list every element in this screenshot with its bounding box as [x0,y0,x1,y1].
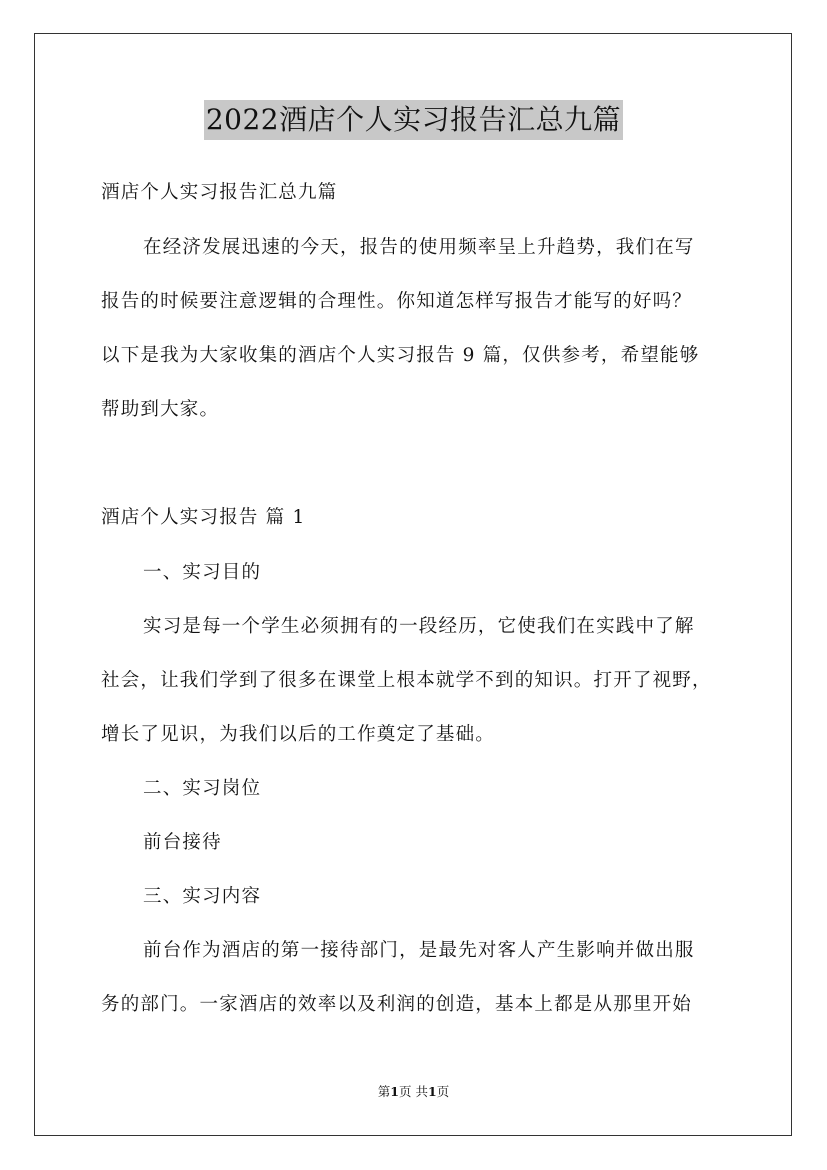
intro-line: 帮助到大家。 [101,399,220,420]
paragraph-line: 实习是每一个学生必须拥有的一段经历，它使我们在实践中了解 [143,616,695,637]
footer-suffix: 页 [436,1084,450,1099]
footer-mid: 页 共 [399,1084,428,1099]
subtitle: 酒店个人实习报告汇总九篇 [101,182,338,203]
footer-page-total: 1 [427,1084,437,1099]
paragraph-line: 前台作为酒店的第一接待部门，是最先对客人产生影响并做出服 [143,940,695,961]
paragraph-line: 社会，让我们学到了很多在课堂上根本就学不到的知识。打开了视野， [101,670,712,691]
heading-purpose: 一、实习目的 [143,562,262,583]
footer-page-number: 1 [390,1084,399,1099]
intro-line: 在经济发展迅速的今天，报告的使用频率呈上升趋势，我们在写 [143,237,695,258]
heading-position: 二、实习岗位 [143,778,262,799]
document-title: 2022酒店个人实习报告汇总九篇 [204,100,623,140]
footer-prefix: 第 [377,1084,391,1099]
position-text: 前台接待 [143,832,222,853]
page-footer [0,1082,827,1100]
heading-content: 三、实习内容 [143,886,262,907]
paragraph-line: 增长了见识，为我们以后的工作奠定了基础。 [101,724,496,745]
intro-line: 报告的时候要注意逻辑的合理性。你知道怎样写报告才能写的好吗？ [101,291,693,312]
intro-line: 以下是我为大家收集的酒店个人实习报告 9 篇，仅供参考，希望能够 [101,345,700,366]
title-container [0,100,827,140]
paragraph-line: 务的部门。一家酒店的效率以及利润的创造，基本上都是从那里开始 [101,994,693,1015]
section-heading: 酒店个人实习报告 篇 1 [101,507,306,528]
